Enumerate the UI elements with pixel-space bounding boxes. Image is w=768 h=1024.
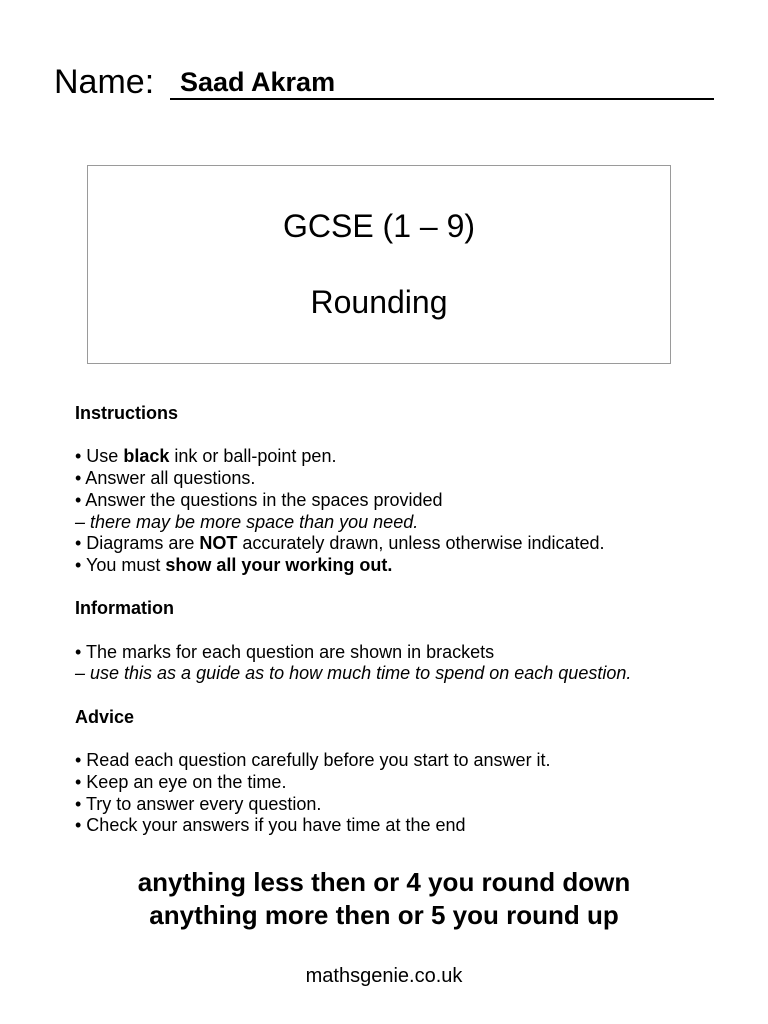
- advice-item: • Keep an eye on the time.: [75, 771, 287, 792]
- advice-heading: Advice: [75, 706, 135, 727]
- name-row: [54, 60, 714, 104]
- instructions-heading: Instructions: [75, 403, 179, 423]
- title-box: [87, 165, 671, 364]
- instruction-item: • Diagrams are NOT accurately drawn, unless otherwise indicated.: [75, 533, 605, 554]
- rounding-rule-up: anything more then or 5 you round up: [149, 900, 619, 930]
- information-heading: Information: [75, 598, 174, 619]
- title-topic: Rounding: [310, 284, 448, 320]
- advice-item: • Check your answers if you have time at the end: [75, 815, 466, 836]
- instruction-item: • Use black ink or ball-point pen.: [75, 446, 337, 467]
- name-label: Name:: [54, 63, 155, 101]
- advice-item: • Read each question carefully before you start to answer it.: [75, 750, 551, 771]
- instruction-item: • Answer the questions in the spaces provided: [75, 489, 443, 510]
- rounding-rule: [0, 866, 768, 932]
- footer-site: mathsgenie.co.uk: [305, 965, 463, 987]
- instruction-note: – there may be more space than you need.: [75, 511, 419, 532]
- advice-item: • Try to answer every question.: [75, 793, 322, 814]
- information-note: – use this as a guide as to how much time to spend on each question.: [75, 663, 632, 684]
- instructions-content: [75, 403, 755, 837]
- name-field-value[interactable]: Saad Akram: [180, 67, 336, 97]
- rounding-rule-down: anything less then or 4 you round down: [137, 867, 631, 897]
- instruction-item: • You must show all your working out.: [75, 554, 393, 575]
- name-underline: [170, 98, 714, 100]
- instruction-item: • Answer all questions.: [75, 468, 256, 489]
- title-qualification: GCSE (1 – 9): [282, 208, 476, 244]
- information-item: • The marks for each question are shown in brackets: [75, 641, 495, 662]
